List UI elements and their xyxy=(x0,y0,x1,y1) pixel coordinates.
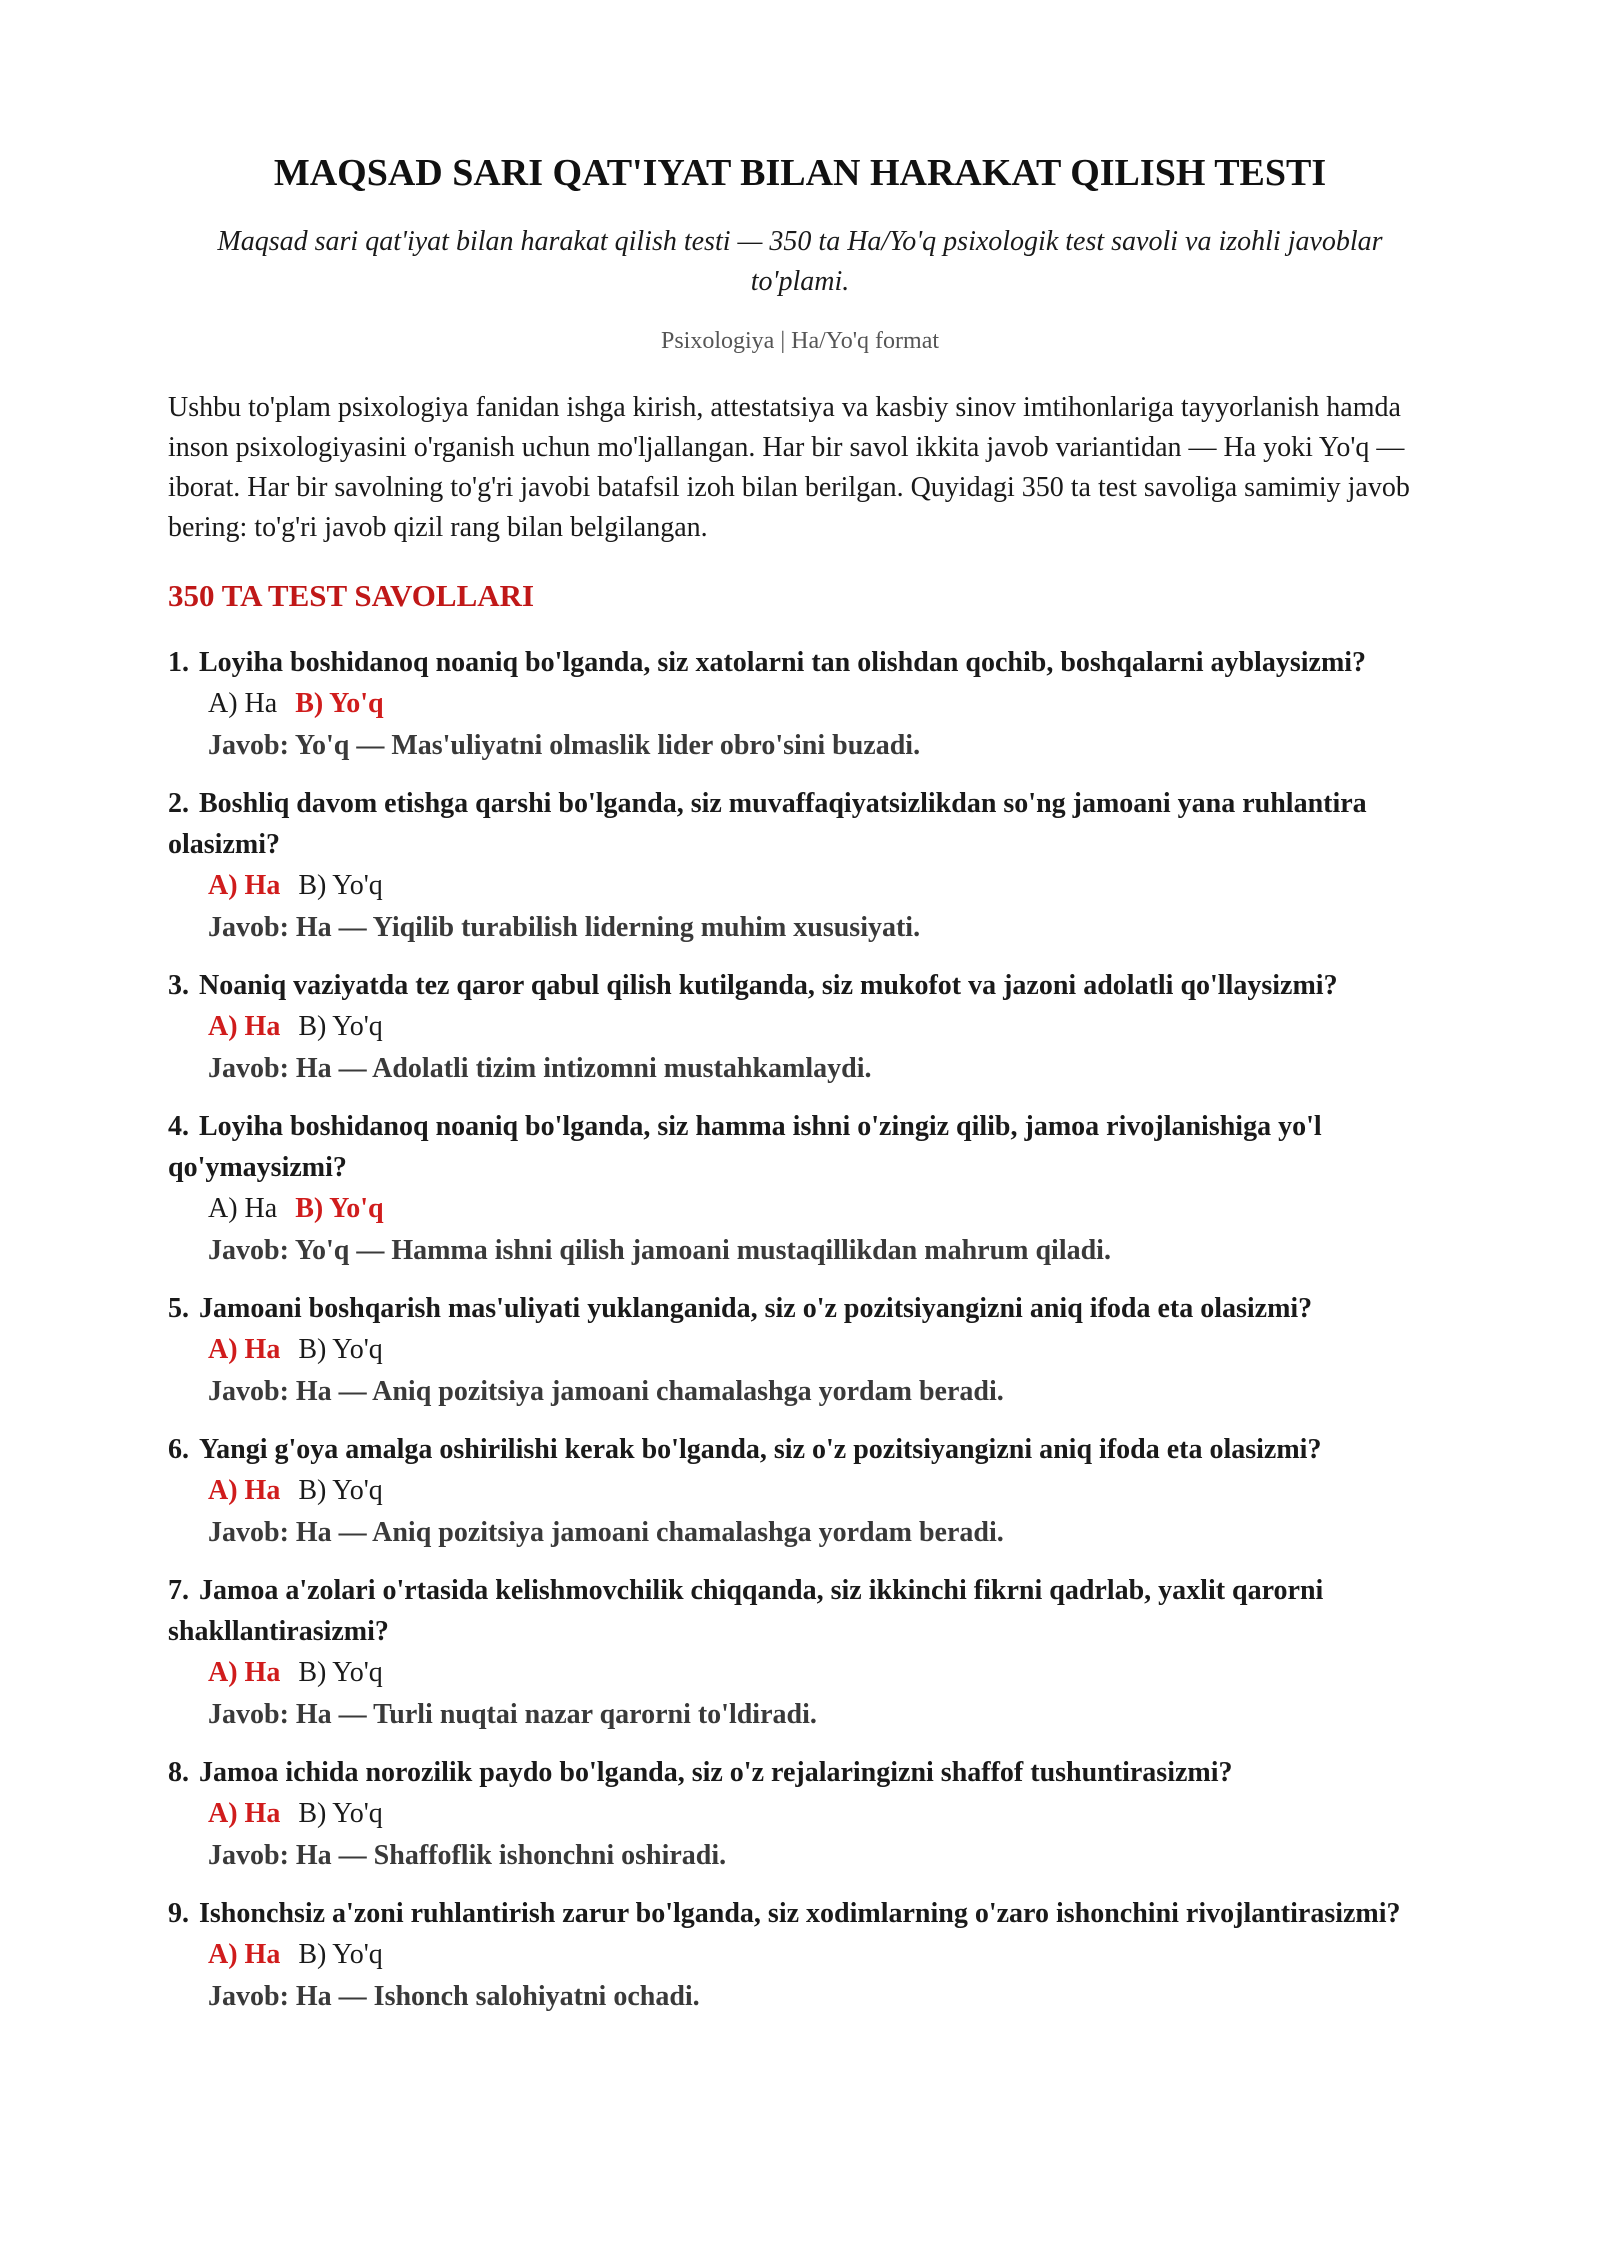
answer-explanation: Javob: Ha — Aniq pozitsiya jamoani chamalashga yordam beradi. xyxy=(208,1517,1004,1548)
answer-explanation: Javob: Ha — Shaffoflik ishonchni oshiradi. xyxy=(208,1840,727,1871)
option-a[interactable]: A) Ha xyxy=(208,1334,281,1365)
question-number: 5. xyxy=(168,1293,189,1324)
question-text xyxy=(168,1752,1432,1793)
page-meta: Psixologiya | Ha/Yo'q format xyxy=(660,328,940,354)
option-a[interactable]: A) Ha xyxy=(208,1475,281,1506)
question-text xyxy=(168,965,1432,1006)
answer-options xyxy=(168,865,1432,907)
question-label: Jamoa a'zolari o'rtasida kelishmovchilik chiqqanda, siz ikkinchi fikrni qadrlab, yaxlit qarorni shakllantirasizmi? xyxy=(168,1575,1324,1647)
option-b[interactable]: B) Yo'q xyxy=(298,1939,383,1970)
question-label: Yangi g'oya amalga oshirilishi kerak bo'lganda, siz o'z pozitsiyangizni aniq ifoda eta olasizmi? xyxy=(199,1434,1322,1465)
answer-options xyxy=(168,1006,1432,1048)
question-item xyxy=(168,642,1432,767)
intro-paragraph: Ushbu to'plam psixologiya fanidan ishga kirish, attestatsiya va kasbiy sinov imtihonlariga tayyorlanish hamda inson psixologiyasini o'rganish uchun mo'ljallangan. Har bir savol ikkita javob variantidan — Ha yoki Yo'q — iborat. Har bir savolning to'g'ri javobi batafsil izoh bilan berilgan. Quyidagi 350 ta test savoliga samimiy javob bering: to'g'ri javob qizil rang bilan belgilangan. xyxy=(168,392,1410,543)
option-a[interactable]: A) Ha xyxy=(208,1939,281,1970)
question-number: 8. xyxy=(168,1757,189,1788)
question-item xyxy=(168,1752,1432,1877)
question-label: Noaniq vaziyatda tez qaror qabul qilish kutilganda, siz mukofot va jazoni adolatli qo'llaysizmi? xyxy=(199,970,1338,1001)
option-a[interactable]: A) Ha xyxy=(208,1011,281,1042)
option-b[interactable]: B) Yo'q xyxy=(298,1798,383,1829)
option-a[interactable]: A) Ha xyxy=(208,1193,278,1224)
answer-options xyxy=(168,1470,1432,1512)
question-list xyxy=(168,642,1432,2018)
question-item xyxy=(168,1288,1432,1413)
question-item xyxy=(168,1106,1432,1272)
question-label: Ishonchsiz a'zoni ruhlantirish zarur bo'lganda, siz xodimlarning o'zaro ishonchini rivojlantirasizmi? xyxy=(199,1898,1401,1929)
question-number: 4. xyxy=(168,1111,189,1142)
question-label: Loyiha boshidanoq noaniq bo'lganda, siz xatolarni tan olishdan qochib, boshqalarni ayblaysizmi? xyxy=(199,647,1367,678)
option-a[interactable]: A) Ha xyxy=(208,688,278,719)
option-b[interactable]: B) Yo'q xyxy=(295,1193,384,1224)
answer-options xyxy=(168,1934,1432,1976)
option-a[interactable]: A) Ha xyxy=(208,870,281,901)
question-text xyxy=(168,1570,1432,1652)
question-text xyxy=(168,1106,1432,1188)
question-label: Boshliq davom etishga qarshi bo'lganda, siz muvaffaqiyatsizlikdan so'ng jamoani yana ruhlantira olasizmi? xyxy=(168,788,1367,860)
answer-explanation: Javob: Ha — Turli nuqtai nazar qarorni to'ldiradi. xyxy=(208,1699,817,1730)
question-number: 2. xyxy=(168,788,189,819)
question-number: 7. xyxy=(168,1575,189,1606)
option-a[interactable]: A) Ha xyxy=(208,1798,281,1829)
question-item xyxy=(168,1429,1432,1554)
question-label: Jamoani boshqarish mas'uliyati yuklanganida, siz o'z pozitsiyangizni aniq ifoda eta olasizmi? xyxy=(199,1293,1313,1324)
question-item xyxy=(168,783,1432,949)
answer-options xyxy=(168,1329,1432,1371)
question-text xyxy=(168,1288,1432,1329)
answer-explanation: Javob: Ha — Aniq pozitsiya jamoani chamalashga yordam beradi. xyxy=(208,1376,1004,1407)
section-heading: 350 TA TEST SAVOLLARI xyxy=(168,578,535,613)
question-number: 9. xyxy=(168,1898,189,1929)
answer-options xyxy=(168,1188,1432,1230)
question-text xyxy=(168,1429,1432,1470)
question-number: 6. xyxy=(168,1434,189,1465)
question-number: 3. xyxy=(168,970,189,1001)
answer-explanation: Javob: Yo'q — Hamma ishni qilish jamoani mustaqillikdan mahrum qiladi. xyxy=(208,1235,1111,1266)
option-b[interactable]: B) Yo'q xyxy=(298,870,383,901)
option-b[interactable]: B) Yo'q xyxy=(298,1657,383,1688)
page-title: MAQSAD SARI QAT'IYAT BILAN HARAKAT QILISH TESTI xyxy=(273,152,1327,194)
question-item xyxy=(168,965,1432,1090)
option-b[interactable]: B) Yo'q xyxy=(298,1334,383,1365)
option-b[interactable]: B) Yo'q xyxy=(298,1475,383,1506)
question-number: 1. xyxy=(168,647,189,678)
option-b[interactable]: B) Yo'q xyxy=(298,1011,383,1042)
question-text xyxy=(168,1893,1432,1934)
answer-explanation: Javob: Yo'q — Mas'uliyatni olmaslik lider obro'sini buzadi. xyxy=(208,730,921,761)
question-label: Loyiha boshidanoq noaniq bo'lganda, siz hamma ishni o'zingiz qilib, jamoa rivojlanishiga yo'l qo'ymaysizmi? xyxy=(168,1111,1322,1183)
question-item xyxy=(168,1570,1432,1736)
question-label: Jamoa ichida norozilik paydo bo'lganda, siz o'z rejalaringizni shaffof tushuntirasizmi? xyxy=(199,1757,1233,1788)
page-subtitle: Maqsad sari qat'iyat bilan harakat qilish testi — 350 ta Ha/Yo'q psixologik test savoli va izohli javoblar to'plami. xyxy=(217,226,1383,297)
question-text xyxy=(168,783,1432,865)
answer-explanation: Javob: Ha — Adolatli tizim intizomni mustahkamlaydi. xyxy=(208,1053,872,1084)
question-item xyxy=(168,1893,1432,2018)
option-a[interactable]: A) Ha xyxy=(208,1657,281,1688)
question-text xyxy=(168,642,1432,683)
answer-options xyxy=(168,1652,1432,1694)
option-b[interactable]: B) Yo'q xyxy=(295,688,384,719)
answer-explanation: Javob: Ha — Yiqilib turabilish liderning muhim xususiyati. xyxy=(208,912,921,943)
answer-explanation: Javob: Ha — Ishonch salohiyatni ochadi. xyxy=(208,1981,700,2012)
answer-options xyxy=(168,683,1432,725)
answer-options xyxy=(168,1793,1432,1835)
